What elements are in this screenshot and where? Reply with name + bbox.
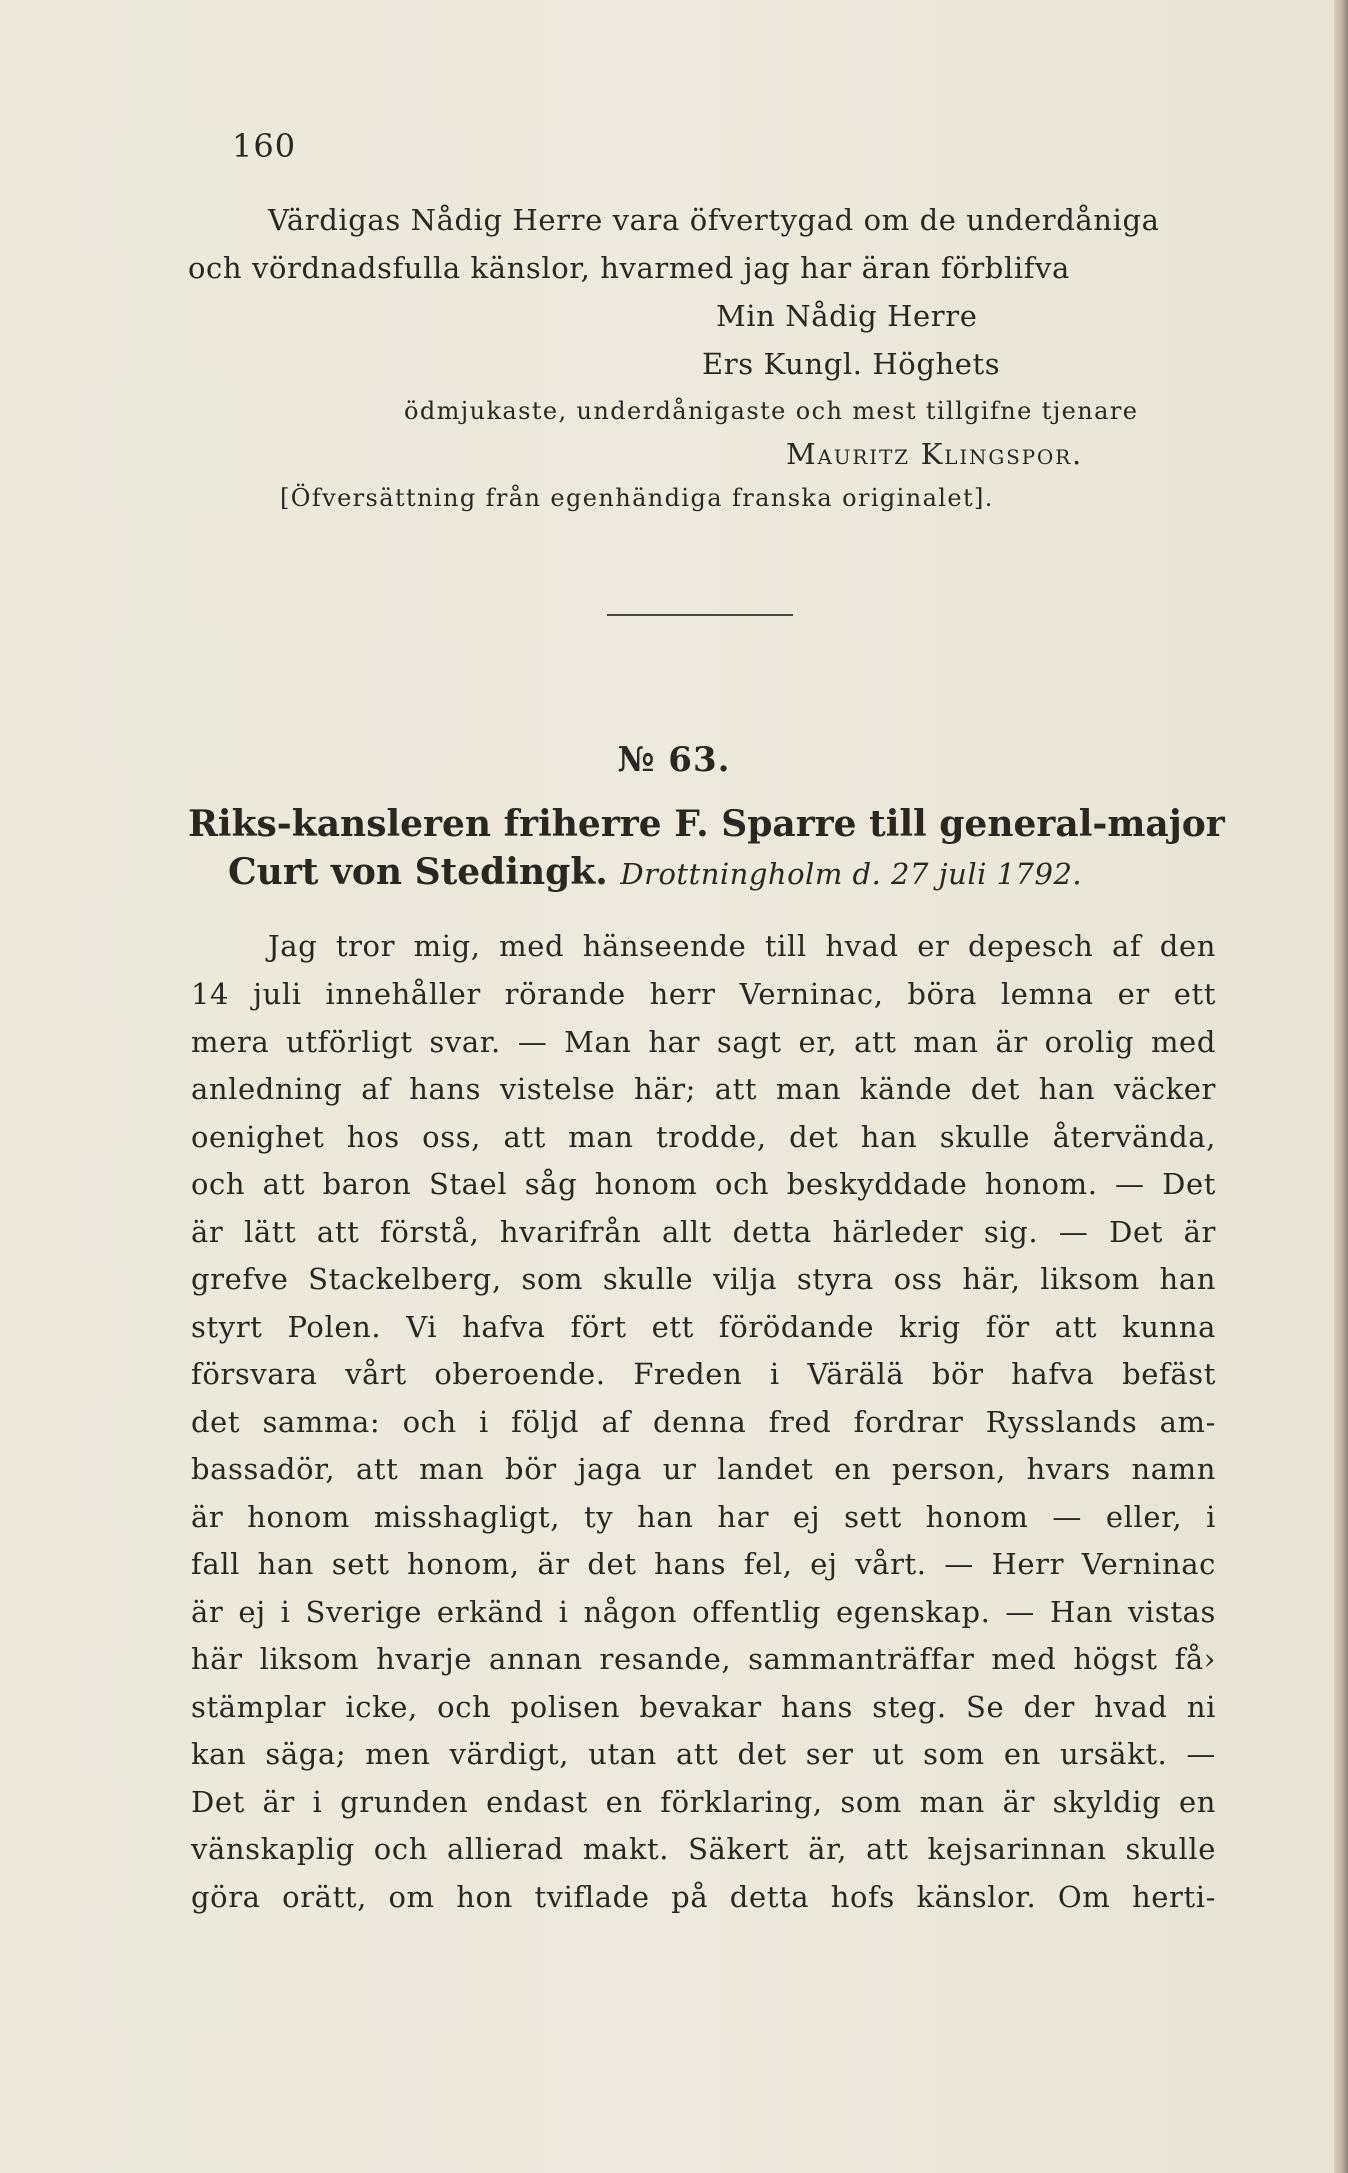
letter-heading-line-1: Riks-kansleren friherre F. Sparre till general-major (188, 803, 1225, 845)
body-line-10: försvara vårt oberoende. Freden i Värälä bör hafva befäst (191, 1357, 1216, 1391)
page-edge-shadow (1334, 0, 1348, 2173)
body-line-18: kan säga; men värdigt, utan att det ser ut som en ursäkt. — (191, 1737, 1216, 1771)
body-line-15: är ej i Sverige erkänd i någon offentlig egenskap. — Han vistas (191, 1595, 1216, 1629)
closing-title: Ers Kungl. Höghets (702, 347, 1001, 381)
body-line-3: mera utförligt svar. — Man har sagt er, att man är orolig med (191, 1025, 1216, 1059)
body-line-13: är honom misshagligt, ty han har ej sett honom — eller, i (191, 1500, 1216, 1534)
translation-note: [Öfversättning från egenhändiga franska originalet]. (280, 484, 994, 512)
body-line-11: det samma: och i följd af denna fred fordrar Rysslands am- (191, 1405, 1216, 1439)
body-line-20: vänskaplig och allierad makt. Säkert är, att kejsarinnan skulle (191, 1832, 1216, 1866)
body-line-9: styrt Polen. Vi hafva fört ett förödande krig för att kunna (191, 1310, 1216, 1344)
closing-salutation: Min Nådig Herre (716, 299, 978, 333)
recipient-name: Curt von Stedingk. (228, 851, 608, 893)
closing-line-2: och vördnadsfulla känslor, hvarmed jag har äran förblifva (188, 251, 1070, 285)
closing-signature: Mauritz Klingspor. (786, 437, 1083, 471)
body-line-8: grefve Stackelberg, som skulle vilja styra oss här, liksom han (191, 1262, 1216, 1296)
place-date: Drottningholm d. 27 juli 1792. (620, 857, 1083, 891)
body-line-17: stämplar icke, och polisen bevakar hans steg. Se der hvad ni (191, 1690, 1216, 1724)
letter-heading-line-2 (228, 848, 1082, 898)
body-line-4: anledning af hans vistelse här; att man kände det han väcker (191, 1072, 1216, 1106)
body-line-2: 14 juli innehåller rörande herr Verninac, böra lemna er ett (191, 977, 1216, 1011)
body-line-5: oenighet hos oss, att man trodde, det han skulle återvända, (191, 1120, 1216, 1154)
closing-humble: ödmjukaste, underdånigaste och mest tillgifne tjenare (404, 397, 1139, 425)
body-line-16: här liksom hvarje annan resande, sammanträffar med högst få› (191, 1642, 1216, 1676)
letter-number: № 63. (617, 740, 731, 780)
body-line-14: fall han sett honom, är det hans fel, ej vårt. — Herr Verninac (191, 1547, 1216, 1581)
body-line-12: bassadör, att man bör jaga ur landet en person, hvars namn (191, 1452, 1216, 1486)
section-divider (607, 614, 793, 616)
body-line-1: Jag tror mig, med hänseende till hvad er depesch af den (268, 929, 1216, 963)
body-line-7: är lätt att förstå, hvarifrån allt detta härleder sig. — Det är (191, 1215, 1216, 1249)
body-line-21: göra orätt, om hon tviflade på detta hofs känslor. Om herti- (191, 1880, 1216, 1914)
page-number: 160 (232, 127, 297, 165)
body-line-6: och att baron Stael såg honom och beskyddade honom. — Det (191, 1167, 1216, 1201)
body-line-19: Det är i grunden endast en förklaring, som man är skyldig en (191, 1785, 1216, 1819)
closing-line-1: Värdigas Nådig Herre vara öfvertygad om de underdåniga (268, 203, 1160, 237)
